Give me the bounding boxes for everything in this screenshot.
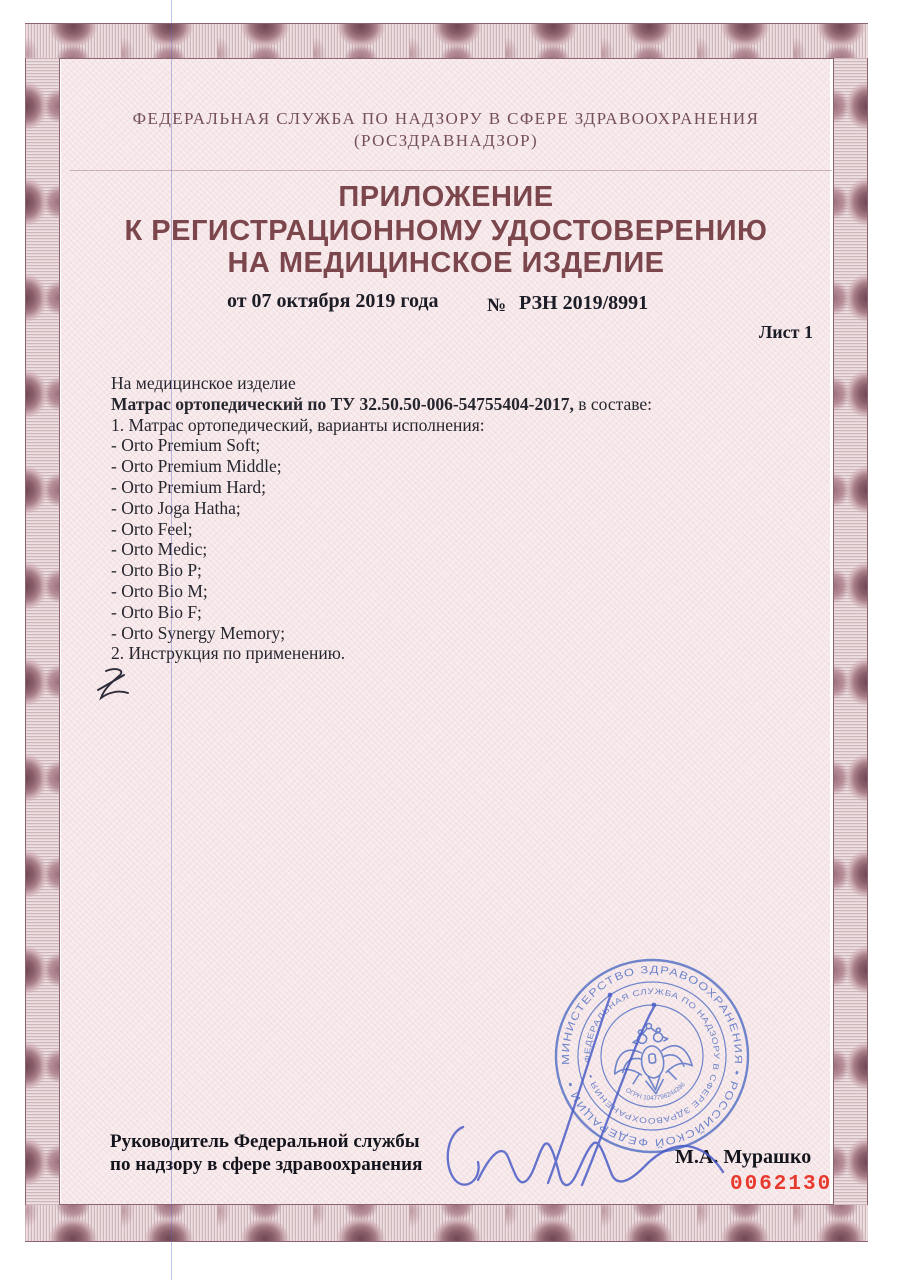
device-variant-line: - Orto Medic;	[111, 539, 208, 560]
guilloche-border-left	[25, 58, 60, 1205]
document-title-line2: К РЕГИСТРАЦИОННОМУ УДОСТОВЕРЕНИЮ	[124, 215, 768, 247]
issue-date: от 07 октября 2019 года	[227, 290, 439, 312]
device-variant-line: - Orto Joga Hatha;	[111, 497, 241, 518]
device-variant-line: - Orto Feel;	[111, 518, 193, 539]
agency-name-line1: ФЕДЕРАЛЬНАЯ СЛУЖБА ПО НАДЗОРУ В СФЕРЕ ЗДРАВООХРАНЕНИЯ	[132, 109, 760, 128]
signatory-title-line2: по надзору в сфере здравоохранения	[110, 1154, 423, 1175]
device-variant-line: 2. Инструкция по применению.	[111, 643, 346, 664]
signatory-title-line1: Руководитель Федеральной службы	[110, 1131, 420, 1152]
number-sign: №	[487, 295, 507, 316]
device-name-tail: в составе:	[573, 393, 653, 414]
registration-number: РЗН 2019/8991	[519, 292, 649, 314]
guilloche-border-top	[25, 23, 868, 59]
device-variant-line: - Orto Premium Soft;	[111, 435, 261, 456]
scan-fold-line	[171, 0, 172, 1280]
device-variant-line: - Orto Bio F;	[111, 601, 202, 622]
blank-serial-number: 0062130	[730, 1173, 833, 1196]
device-variant-line: - Orto Bio P;	[111, 560, 202, 581]
stamp-ogrn-text: ОГРН 1047796244396	[624, 1081, 687, 1103]
signatory-name: М.А. Мурашко	[675, 1146, 812, 1168]
device-variant-line: - Orto Bio M;	[111, 580, 208, 601]
device-variant-list	[111, 415, 731, 665]
header-divider-line	[70, 170, 832, 171]
device-variant-line: - Orto Premium Middle;	[111, 456, 282, 477]
stamp-inner-ring-text: ФЕДЕРАЛЬНАЯ СЛУЖБА ПО НАДЗОРУ В СФЕРЕ ЗДРАВООХРАНЕНИЯ •	[582, 986, 722, 1126]
device-intro-line: На медицинское изделие	[111, 373, 296, 393]
handwritten-paraph-mark	[94, 666, 136, 706]
guilloche-border-right	[833, 58, 868, 1205]
signature-ink	[430, 975, 760, 1220]
document-title-line1: ПРИЛОЖЕНИЕ	[338, 181, 554, 213]
sheet-number: Лист 1	[758, 322, 813, 342]
device-name-bold: Матрас ортопедический по ТУ 32.50.50-006-54755404-2017,	[111, 393, 574, 414]
stamp-outer-ring-text: МИНИСТЕРСТВО ЗДРАВООХРАНЕНИЯ • РОССИЙСКОЙ ФЕДЕРАЦИИ •	[559, 963, 745, 1149]
document-title-line3: НА МЕДИЦИНСКОЕ ИЗДЕЛИЕ	[227, 247, 665, 279]
device-description-block	[111, 373, 731, 664]
agency-name-line2: (РОСЗДРАВНАДЗОР)	[354, 131, 538, 150]
device-variant-line: - Orto Premium Hard;	[111, 476, 267, 497]
device-variant-line: 1. Матрас ортопедический, варианты исполнения:	[111, 414, 485, 435]
device-variant-line: - Orto Synergy Memory;	[111, 622, 286, 643]
device-name-line	[111, 394, 731, 415]
